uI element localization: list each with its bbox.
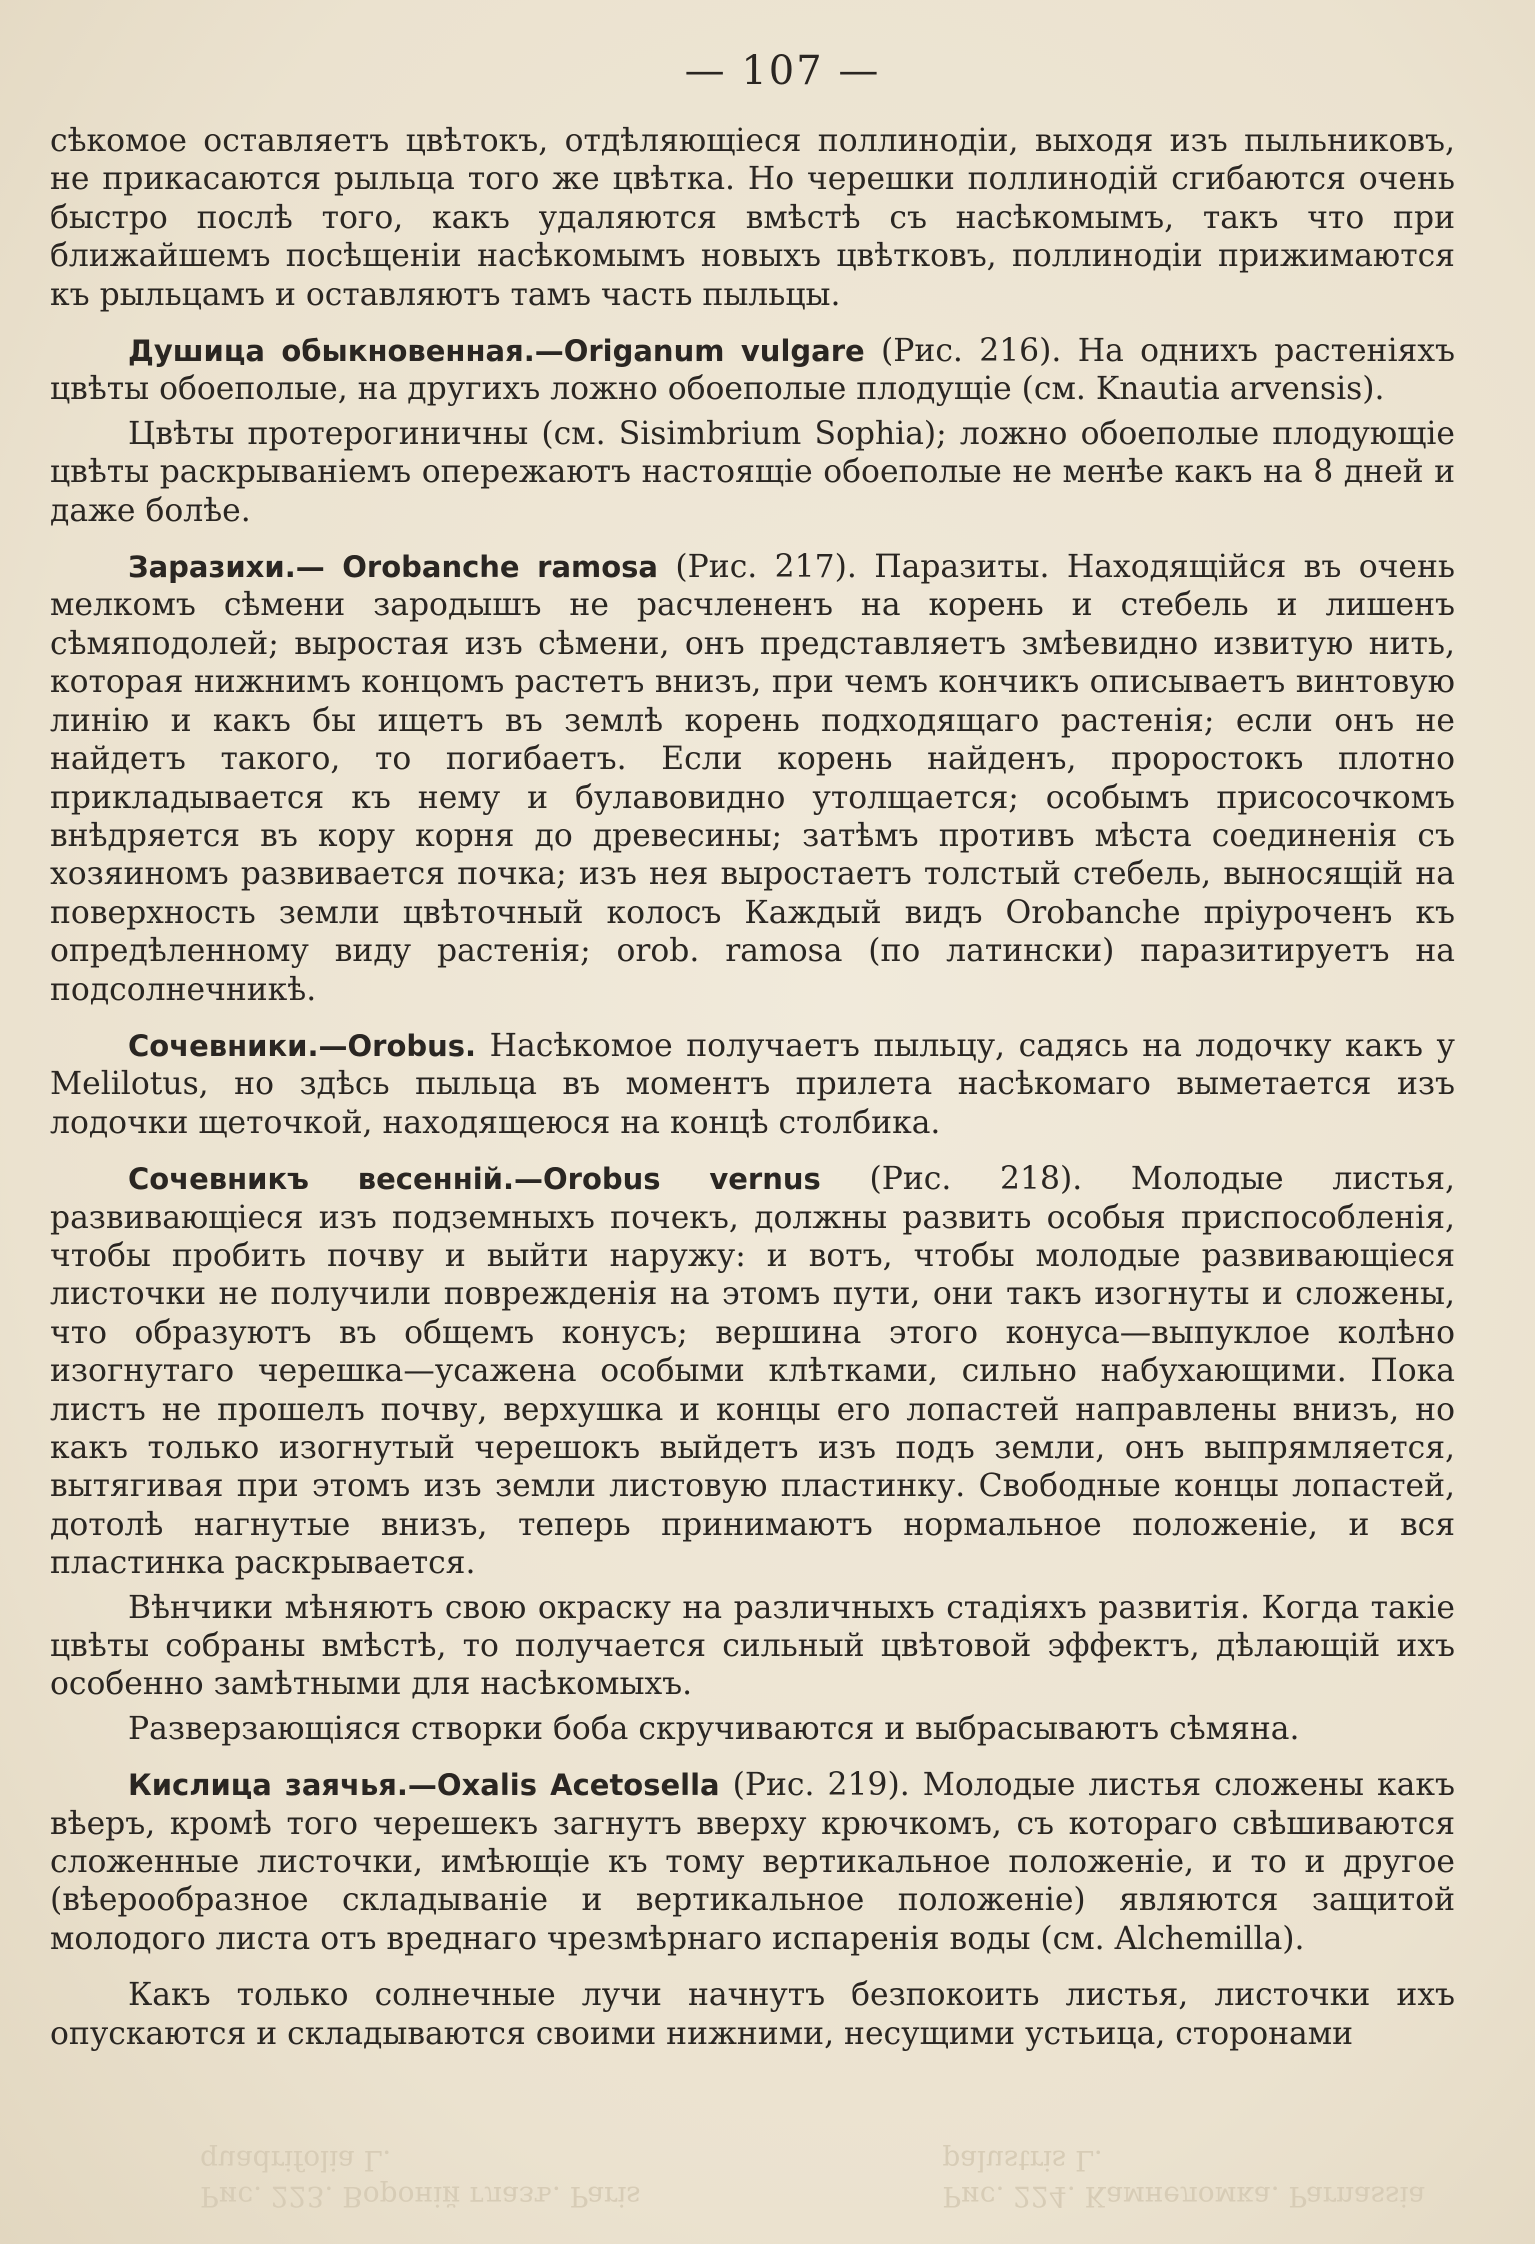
paragraph-text: (Рис. 216). На однихъ растеніяхъ цвѣты обоеполые, на другихъ ложно обоеполые плодущіе (см. Knautia arvensis). xyxy=(50,333,1455,408)
bleed-through-caption: Рис. 224. Камнеломка. Parnassia palustris L. xyxy=(942,2144,1426,2213)
paragraph-text: Вѣнчики мѣняютъ свою окраску на различныхъ стадіяхъ развитія. Когда такіе цвѣты собраны вмѣстѣ, то получается сильный цвѣтовой эффектъ, дѣлающій ихъ особенно замѣтными для насѣкомыхъ. xyxy=(50,1589,1455,1703)
paragraph-text: Разверзающіяся створки боба скручиваются и выбрасываютъ сѣмяна. xyxy=(128,1710,1300,1747)
paragraph xyxy=(50,332,1455,409)
paragraph xyxy=(50,1710,1455,1748)
paragraph-text: Цвѣты протерогиничны (см. Sisimbrium Sophia); ложно обоеполые плодующіе цвѣты раскрываніемъ опережаютъ настоящіе обоеполые не менѣе какъ на 8 дней и даже болѣе. xyxy=(50,415,1455,529)
bleed-through-captions xyxy=(0,2142,1535,2214)
paragraph-heading: Заразихи.— Orobanche ramosa xyxy=(128,550,658,585)
paragraph-heading: Кислица заячья.—Oxalis Acetosella xyxy=(128,1768,720,1803)
paragraph-heading: Сочевникъ весенній.—Orobus vernus xyxy=(128,1162,821,1197)
paragraph-heading: Душица обыкновенная.—Origanum vulgare xyxy=(128,334,865,369)
paragraph xyxy=(50,1766,1455,1958)
paragraph-text: сѣкомое оставляетъ цвѣтокъ, отдѣляющіеся поллинодіи, выходя изъ пыльниковъ, не прикасаются рыльца того же цвѣтка. Но черешки поллинодій сгибаются очень быстро послѣ того, какъ удаляются вмѣстѣ съ насѣкомымъ, такъ что при ближайшемъ посѣщеніи насѣкомымъ новыхъ цвѣтковъ, поллинодіи прижимаются къ рыльцамъ и оставляютъ тамъ часть пыльцы. xyxy=(50,123,1455,313)
bleed-through-caption: Рис. 223. Вороній глазъ. Paris quadrifolia L. xyxy=(200,2144,641,2213)
paragraph-text: Какъ только солнечные лучи начнутъ безпокоить листья, листочки ихъ опускаются и складываются своими нижними, несущими устьица, сторонами xyxy=(50,1977,1455,2052)
paragraph xyxy=(50,1589,1455,1704)
paragraph-text: (Рис. 219). Молодые листья сложены какъ вѣеръ, кромѣ того черешекъ загнутъ вверху крючкомъ, съ котораго свѣшиваются сложенные листочки, имѣющіе къ тому вертикальное положеніе, и то и другое (вѣерообразное складываніе и вертикальное положеніе) являются защитой молодого листа отъ вреднаго чрезмѣрнаго испаренія воды (см. Alchemilla). xyxy=(50,1767,1455,1957)
paragraph-text: (Рис. 217). Паразиты. Находящійся въ очень мелкомъ сѣмени зародышъ не расчлененъ на корень и стебель и лишенъ сѣмяподолей; выростая изъ сѣмени, онъ представляетъ змѣевидно извитую нить, которая нижнимъ концомъ растетъ внизъ, при чемъ кончикъ описываетъ винтовую линію и какъ бы ищетъ въ землѣ корень подходящаго растенія; если онъ не найдетъ такого, то погибаетъ. Если корень найденъ, проростокъ плотно прикладывается къ нему и булавовидно утолщается; особымъ присосочкомъ внѣдряется въ кору корня до древесины; затѣмъ противъ мѣста соединенія съ хозяиномъ развивается почка; изъ нея выростаетъ толстый стебель, выносящій на поверхность земли цвѣточный колосъ Каждый видъ Orobanche пріуроченъ къ опредѣленному виду растенія; orob. ramosa (по латински) паразитируетъ на подсолнечникѣ. xyxy=(50,549,1455,1008)
paragraph-heading: Сочевники.—Orobus. xyxy=(128,1028,477,1063)
body-text xyxy=(50,122,1455,2053)
paragraph xyxy=(50,1976,1455,2053)
paragraph-text: Насѣкомое получаетъ пыльцу, садясь на лодочку какъ у Melilotus, но здѣсь пыльца въ моментъ прилета насѣкомаго выметается изъ лодочки щеточкой, находящеюся на концѣ столбика. xyxy=(50,1027,1455,1141)
paragraph xyxy=(50,415,1455,530)
paragraph xyxy=(50,122,1455,314)
paragraph xyxy=(50,548,1455,1009)
paragraph xyxy=(50,1027,1455,1142)
paragraph xyxy=(50,1160,1455,1582)
page-number: — 107 — xyxy=(684,48,881,94)
paragraph-text: (Рис. 218). Молодые листья, развивающіеся изъ подземныхъ почекъ, должны развить особыя приспособленія, чтобы пробить почву и выйти наружу: и вотъ, чтобы молодые развивающіеся листочки не получили поврежденія на этомъ пути, они такъ изогнуты и сложены, что образуютъ въ общемъ конусъ; вершина этого конуса—выпуклое колѣно изогнутаго черешка—усажена особыми клѣтками, сильно набухающими. Пока листъ не прошелъ почву, верхушка и концы его лопастей направлены внизъ, но какъ только изогнутый черешокъ выйдетъ изъ подъ земли, онъ выпрямляется, вытягивая при этомъ изъ земли листовую пластинку. Свободные концы лопастей, дотолѣ нагнутые внизъ, теперь принимаютъ нормальное положеніе, и вся пластинка раскрывается. xyxy=(50,1161,1456,1582)
